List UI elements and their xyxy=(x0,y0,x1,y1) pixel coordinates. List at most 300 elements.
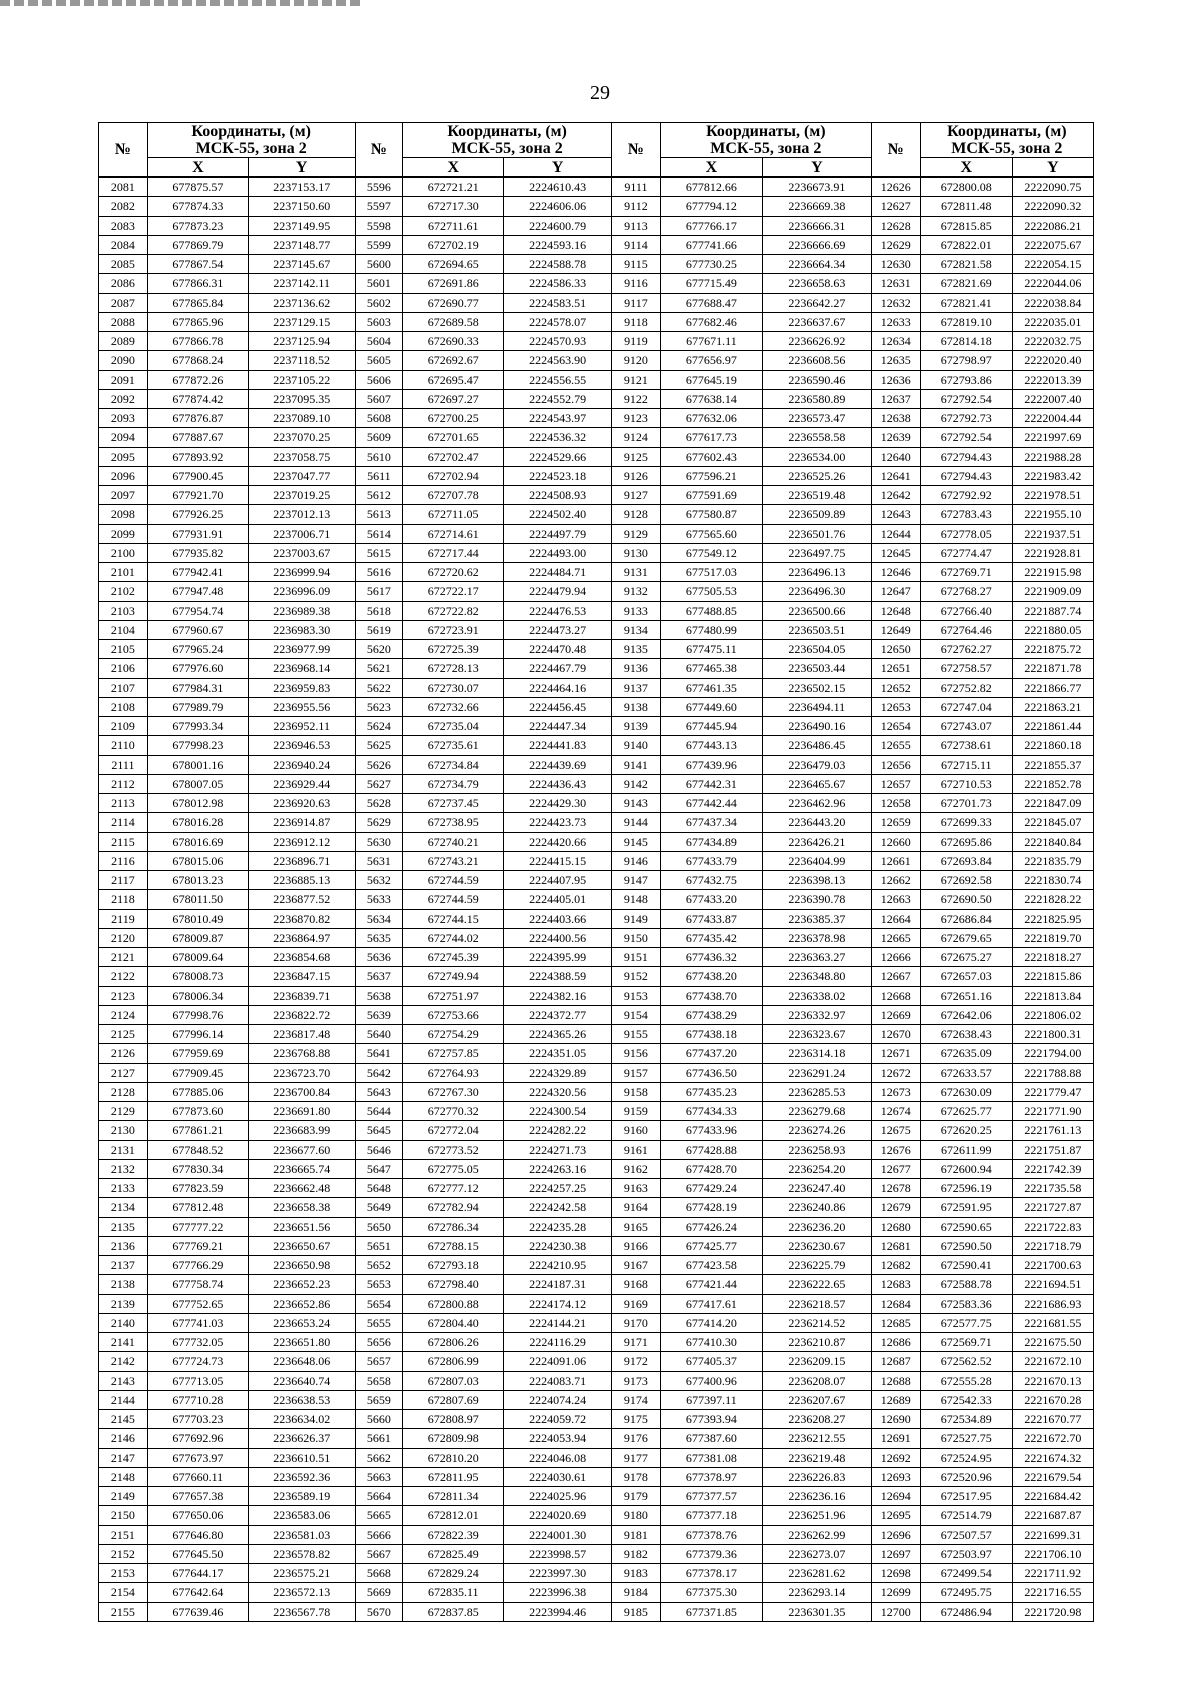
y-value-cell: 2224230.38 xyxy=(504,1236,612,1255)
y-value-cell: 2236501.76 xyxy=(763,524,872,543)
point-number-cell: 5652 xyxy=(355,1256,403,1275)
point-number-cell: 5664 xyxy=(355,1487,403,1506)
point-number-cell: 2153 xyxy=(99,1564,148,1583)
table-row xyxy=(99,1564,1094,1583)
x-value-cell: 677996.14 xyxy=(147,1025,248,1044)
x-value-cell: 677433.96 xyxy=(660,1121,762,1140)
y-value-cell: 2221830.74 xyxy=(1012,871,1093,890)
table-row xyxy=(99,774,1094,793)
table-row xyxy=(99,736,1094,755)
point-number-cell: 2109 xyxy=(99,717,148,736)
x-value-cell: 672717.44 xyxy=(403,543,504,562)
x-value-cell: 672625.77 xyxy=(920,1102,1012,1121)
table-row xyxy=(99,1236,1094,1255)
x-value-cell: 677432.75 xyxy=(660,871,762,890)
point-number-cell: 9164 xyxy=(612,1198,661,1217)
y-value-cell: 2236209.15 xyxy=(763,1352,872,1371)
y-value-cell: 2221788.88 xyxy=(1012,1063,1093,1082)
table-row xyxy=(99,1102,1094,1121)
x-value-cell: 677998.23 xyxy=(147,736,248,755)
x-value-cell: 672786.34 xyxy=(403,1217,504,1236)
point-number-cell: 2135 xyxy=(99,1217,148,1236)
point-number-cell: 2127 xyxy=(99,1063,148,1082)
x-value-cell: 672697.27 xyxy=(403,389,504,408)
point-number-cell: 2099 xyxy=(99,524,148,543)
y-value-cell: 2224502.40 xyxy=(504,505,612,524)
point-number-cell: 9111 xyxy=(612,177,661,197)
point-number-cell: 9141 xyxy=(612,755,661,774)
x-value-cell: 672810.20 xyxy=(403,1448,504,1467)
y-value-cell: 2221887.74 xyxy=(1012,601,1093,620)
point-number-cell: 5643 xyxy=(355,1082,403,1101)
point-number-cell: 5611 xyxy=(355,466,403,485)
x-value-cell: 677660.11 xyxy=(147,1467,248,1486)
y-value-cell: 2236503.51 xyxy=(763,620,872,639)
x-value-cell: 672520.96 xyxy=(920,1467,1012,1486)
table-row xyxy=(99,851,1094,870)
x-value-cell: 677602.43 xyxy=(660,447,762,466)
point-number-cell: 5601 xyxy=(355,274,403,293)
point-number-cell: 9146 xyxy=(612,851,661,870)
point-number-cell: 2117 xyxy=(99,871,148,890)
x-value-cell: 677428.70 xyxy=(660,1159,762,1178)
x-value-cell: 677591.69 xyxy=(660,486,762,505)
point-number-cell: 5616 xyxy=(355,563,403,582)
point-number-cell: 12688 xyxy=(871,1371,920,1390)
x-value-cell: 677874.42 xyxy=(147,389,248,408)
x-value-cell: 677741.03 xyxy=(147,1313,248,1332)
y-value-cell: 2221909.09 xyxy=(1012,582,1093,601)
x-value-cell: 672811.48 xyxy=(920,197,1012,216)
x-value-cell: 677437.34 xyxy=(660,813,762,832)
x-value-cell: 672689.58 xyxy=(403,312,504,331)
y-value-cell: 2236218.57 xyxy=(763,1294,872,1313)
y-value-cell: 2236634.02 xyxy=(248,1410,355,1429)
table-row xyxy=(99,928,1094,947)
y-value-cell: 2236534.00 xyxy=(763,447,872,466)
x-value-cell: 677438.20 xyxy=(660,967,762,986)
x-value-cell: 672807.69 xyxy=(403,1390,504,1409)
x-value-cell: 672758.57 xyxy=(920,659,1012,678)
point-number-cell: 12628 xyxy=(871,216,920,235)
y-value-cell: 2237145.67 xyxy=(248,255,355,274)
y-value-cell: 2221718.79 xyxy=(1012,1236,1093,1255)
x-value-cell: 677867.54 xyxy=(147,255,248,274)
x-value-cell: 672542.33 xyxy=(920,1390,1012,1409)
point-number-cell: 5606 xyxy=(355,370,403,389)
x-value-cell: 677433.20 xyxy=(660,890,762,909)
y-value-cell: 2237142.11 xyxy=(248,274,355,293)
y-value-cell: 2224536.32 xyxy=(504,428,612,447)
table-row xyxy=(99,389,1094,408)
x-value-cell: 672486.94 xyxy=(920,1602,1012,1621)
point-number-cell: 5621 xyxy=(355,659,403,678)
table-row xyxy=(99,1025,1094,1044)
x-value-cell: 677632.06 xyxy=(660,409,762,428)
x-value-cell: 672699.33 xyxy=(920,813,1012,832)
y-value-cell: 2236500.66 xyxy=(763,601,872,620)
x-value-cell: 672690.50 xyxy=(920,890,1012,909)
y-value-cell: 2236651.80 xyxy=(248,1333,355,1352)
x-value-cell: 672804.40 xyxy=(403,1313,504,1332)
x-value-cell: 677596.21 xyxy=(660,466,762,485)
point-number-cell: 9159 xyxy=(612,1102,661,1121)
y-value-cell: 2221847.09 xyxy=(1012,794,1093,813)
y-value-cell: 2236977.99 xyxy=(248,640,355,659)
y-value-cell: 2236509.89 xyxy=(763,505,872,524)
table-row xyxy=(99,332,1094,351)
point-number-cell: 12681 xyxy=(871,1236,920,1255)
x-value-cell: 677417.61 xyxy=(660,1294,762,1313)
y-value-cell: 2221988.28 xyxy=(1012,447,1093,466)
point-number-cell: 9134 xyxy=(612,620,661,639)
point-number-cell: 2129 xyxy=(99,1102,148,1121)
x-value-cell: 677866.78 xyxy=(147,332,248,351)
point-number-cell: 5632 xyxy=(355,871,403,890)
x-value-cell: 672737.45 xyxy=(403,794,504,813)
point-number-cell: 5646 xyxy=(355,1140,403,1159)
x-value-cell: 677861.21 xyxy=(147,1121,248,1140)
y-value-cell: 2236854.68 xyxy=(248,948,355,967)
y-value-cell: 2221983.42 xyxy=(1012,466,1093,485)
x-value-cell: 677438.29 xyxy=(660,1005,762,1024)
y-value-cell: 2224187.31 xyxy=(504,1275,612,1294)
y-value-cell: 2236390.78 xyxy=(763,890,872,909)
y-value-cell: 2224329.89 xyxy=(504,1063,612,1082)
point-number-cell: 2128 xyxy=(99,1082,148,1101)
table-row xyxy=(99,447,1094,466)
x-value-cell: 672747.04 xyxy=(920,697,1012,716)
point-number-cell: 12629 xyxy=(871,235,920,254)
point-number-cell: 9175 xyxy=(612,1410,661,1429)
point-number-cell: 9114 xyxy=(612,235,661,254)
point-number-cell: 12653 xyxy=(871,697,920,716)
x-value-cell: 677984.31 xyxy=(147,678,248,697)
x-value-cell: 672806.26 xyxy=(403,1333,504,1352)
x-value-cell: 672702.47 xyxy=(403,447,504,466)
x-value-cell: 672792.54 xyxy=(920,428,1012,447)
y-value-cell: 2222035.01 xyxy=(1012,312,1093,331)
point-number-cell: 5645 xyxy=(355,1121,403,1140)
x-value-cell: 677433.87 xyxy=(660,909,762,928)
x-value-cell: 677436.32 xyxy=(660,948,762,967)
x-value-cell: 678015.06 xyxy=(147,851,248,870)
table-row xyxy=(99,1390,1094,1409)
x-value-cell: 677426.24 xyxy=(660,1217,762,1236)
point-number-cell: 5604 xyxy=(355,332,403,351)
y-value-cell: 2237019.25 xyxy=(248,486,355,505)
y-value-cell: 2224578.07 xyxy=(504,312,612,331)
point-number-cell: 9176 xyxy=(612,1429,661,1448)
point-number-cell: 12695 xyxy=(871,1506,920,1525)
y-value-cell: 2221694.51 xyxy=(1012,1275,1093,1294)
table-row xyxy=(99,1179,1094,1198)
y-value-cell: 2224382.16 xyxy=(504,986,612,1005)
point-number-cell: 5636 xyxy=(355,948,403,967)
point-number-cell: 5669 xyxy=(355,1583,403,1602)
x-value-cell: 672766.40 xyxy=(920,601,1012,620)
y-header: Y xyxy=(763,158,872,178)
table-row xyxy=(99,1429,1094,1448)
table-row xyxy=(99,466,1094,485)
point-number-cell: 2119 xyxy=(99,909,148,928)
y-value-cell: 2236348.80 xyxy=(763,967,872,986)
y-value-cell: 2224091.06 xyxy=(504,1352,612,1371)
y-value-cell: 2221813.84 xyxy=(1012,986,1093,1005)
y-value-cell: 2224083.71 xyxy=(504,1371,612,1390)
point-number-cell: 9127 xyxy=(612,486,661,505)
point-number-cell: 5628 xyxy=(355,794,403,813)
y-value-cell: 2236651.56 xyxy=(248,1217,355,1236)
x-value-cell: 672800.08 xyxy=(920,177,1012,197)
y-value-cell: 2221686.93 xyxy=(1012,1294,1093,1313)
point-number-cell: 9155 xyxy=(612,1025,661,1044)
point-number-cell: 9167 xyxy=(612,1256,661,1275)
y-value-cell: 2236912.12 xyxy=(248,832,355,851)
x-value-cell: 672767.30 xyxy=(403,1082,504,1101)
y-value-cell: 2236642.27 xyxy=(763,293,872,312)
x-value-cell: 672630.09 xyxy=(920,1082,1012,1101)
x-value-cell: 677830.34 xyxy=(147,1159,248,1178)
point-number-cell: 9140 xyxy=(612,736,661,755)
point-number-cell: 12666 xyxy=(871,948,920,967)
x-value-cell: 672772.04 xyxy=(403,1121,504,1140)
x-value-cell: 677644.17 xyxy=(147,1564,248,1583)
y-value-cell: 2221815.86 xyxy=(1012,967,1093,986)
point-number-cell: 9122 xyxy=(612,389,661,408)
point-number-cell: 9144 xyxy=(612,813,661,832)
x-value-cell: 677517.03 xyxy=(660,563,762,582)
point-number-cell: 2110 xyxy=(99,736,148,755)
point-number-cell: 2125 xyxy=(99,1025,148,1044)
x-value-cell: 672686.84 xyxy=(920,909,1012,928)
coordinates-table xyxy=(98,122,1094,1622)
y-value-cell: 2236592.36 xyxy=(248,1467,355,1486)
point-number-cell: 12670 xyxy=(871,1025,920,1044)
x-value-cell: 672675.27 xyxy=(920,948,1012,967)
x-value-cell: 672794.43 xyxy=(920,466,1012,485)
x-value-cell: 677580.87 xyxy=(660,505,762,524)
y-value-cell: 2221674.32 xyxy=(1012,1448,1093,1467)
point-number-cell: 9163 xyxy=(612,1179,661,1198)
num-header: № xyxy=(99,123,148,178)
y-value-cell: 2236465.67 xyxy=(763,774,872,793)
y-value-cell: 2221727.87 xyxy=(1012,1198,1093,1217)
x-value-cell: 672591.95 xyxy=(920,1198,1012,1217)
table-row xyxy=(99,1159,1094,1178)
y-value-cell: 2221779.47 xyxy=(1012,1082,1093,1101)
y-value-cell: 2221670.28 xyxy=(1012,1390,1093,1409)
x-value-cell: 672738.95 xyxy=(403,813,504,832)
y-value-cell: 2224116.29 xyxy=(504,1333,612,1352)
x-value-cell: 677480.99 xyxy=(660,620,762,639)
point-number-cell: 2108 xyxy=(99,697,148,716)
x-value-cell: 672735.04 xyxy=(403,717,504,736)
point-number-cell: 9171 xyxy=(612,1333,661,1352)
y-value-cell: 2237006.71 xyxy=(248,524,355,543)
x-value-cell: 677435.23 xyxy=(660,1082,762,1101)
x-value-cell: 672764.93 xyxy=(403,1063,504,1082)
point-number-cell: 5613 xyxy=(355,505,403,524)
table-row xyxy=(99,1467,1094,1486)
y-value-cell: 2236496.30 xyxy=(763,582,872,601)
point-number-cell: 9150 xyxy=(612,928,661,947)
table-row xyxy=(99,1198,1094,1217)
table-row xyxy=(99,697,1094,716)
x-value-cell: 677400.96 xyxy=(660,1371,762,1390)
y-value-cell: 2236723.70 xyxy=(248,1063,355,1082)
y-value-cell: 2236210.87 xyxy=(763,1333,872,1352)
y-value-cell: 2224429.30 xyxy=(504,794,612,813)
point-number-cell: 12632 xyxy=(871,293,920,312)
point-number-cell: 9138 xyxy=(612,697,661,716)
y-value-cell: 2236608.56 xyxy=(763,351,872,370)
point-number-cell: 2088 xyxy=(99,312,148,331)
point-number-cell: 12667 xyxy=(871,967,920,986)
x-value-cell: 672812.01 xyxy=(403,1506,504,1525)
x-value-cell: 678010.49 xyxy=(147,909,248,928)
x-value-cell: 672590.65 xyxy=(920,1217,1012,1236)
y-value-cell: 2222075.67 xyxy=(1012,235,1093,254)
x-value-cell: 677921.70 xyxy=(147,486,248,505)
table-row xyxy=(99,563,1094,582)
point-number-cell: 2121 xyxy=(99,948,148,967)
y-value-cell: 2224144.21 xyxy=(504,1313,612,1332)
y-value-cell: 2237058.75 xyxy=(248,447,355,466)
y-value-cell: 2236817.48 xyxy=(248,1025,355,1044)
y-value-cell: 2222013.39 xyxy=(1012,370,1093,389)
y-value-cell: 2236999.94 xyxy=(248,563,355,582)
x-value-cell: 672503.97 xyxy=(920,1544,1012,1563)
y-value-cell: 2236426.21 xyxy=(763,832,872,851)
table-row xyxy=(99,428,1094,447)
x-value-cell: 677434.89 xyxy=(660,832,762,851)
x-value-cell: 677442.31 xyxy=(660,774,762,793)
y-value-cell: 2221845.07 xyxy=(1012,813,1093,832)
x-value-cell: 677405.37 xyxy=(660,1352,762,1371)
y-value-cell: 2224600.79 xyxy=(504,216,612,235)
y-value-cell: 2222004.44 xyxy=(1012,409,1093,428)
point-number-cell: 2111 xyxy=(99,755,148,774)
y-value-cell: 2221861.44 xyxy=(1012,717,1093,736)
point-number-cell: 5633 xyxy=(355,890,403,909)
x-value-cell: 677465.38 xyxy=(660,659,762,678)
y-value-cell: 2236669.38 xyxy=(763,197,872,216)
point-number-cell: 2083 xyxy=(99,216,148,235)
point-number-cell: 9182 xyxy=(612,1544,661,1563)
y-value-cell: 2224263.16 xyxy=(504,1159,612,1178)
x-value-cell: 677443.13 xyxy=(660,736,762,755)
point-number-cell: 12663 xyxy=(871,890,920,909)
point-number-cell: 12676 xyxy=(871,1140,920,1159)
x-value-cell: 672778.05 xyxy=(920,524,1012,543)
table-row xyxy=(99,755,1094,774)
point-number-cell: 12641 xyxy=(871,466,920,485)
x-value-cell: 677900.45 xyxy=(147,466,248,485)
point-number-cell: 9147 xyxy=(612,871,661,890)
point-number-cell: 2150 xyxy=(99,1506,148,1525)
y-value-cell: 2237148.77 xyxy=(248,235,355,254)
y-value-cell: 2237129.15 xyxy=(248,312,355,331)
y-value-cell: 2236864.97 xyxy=(248,928,355,947)
point-number-cell: 5656 xyxy=(355,1333,403,1352)
x-value-cell: 678011.50 xyxy=(147,890,248,909)
point-number-cell: 12658 xyxy=(871,794,920,813)
x-value-cell: 677730.25 xyxy=(660,255,762,274)
y-value-cell: 2224210.95 xyxy=(504,1256,612,1275)
table-row xyxy=(99,948,1094,967)
y-value-cell: 2221880.05 xyxy=(1012,620,1093,639)
point-number-cell: 5670 xyxy=(355,1602,403,1621)
y-value-cell: 2236673.91 xyxy=(763,177,872,197)
y-value-cell: 2224423.73 xyxy=(504,813,612,832)
point-number-cell: 5600 xyxy=(355,255,403,274)
point-number-cell: 2122 xyxy=(99,967,148,986)
x-value-cell: 672702.94 xyxy=(403,466,504,485)
y-value-cell: 2224583.51 xyxy=(504,293,612,312)
y-value-cell: 2236959.83 xyxy=(248,678,355,697)
x-value-cell: 677935.82 xyxy=(147,543,248,562)
x-value-cell: 672774.47 xyxy=(920,543,1012,562)
point-number-cell: 12684 xyxy=(871,1294,920,1313)
y-value-cell: 2221672.70 xyxy=(1012,1429,1093,1448)
point-number-cell: 9152 xyxy=(612,967,661,986)
x-value-cell: 677387.60 xyxy=(660,1429,762,1448)
y-value-cell: 2236996.09 xyxy=(248,582,355,601)
x-value-cell: 672722.82 xyxy=(403,601,504,620)
point-number-cell: 5620 xyxy=(355,640,403,659)
y-value-cell: 2236677.60 xyxy=(248,1140,355,1159)
table-row xyxy=(99,505,1094,524)
point-number-cell: 12642 xyxy=(871,486,920,505)
point-number-cell: 9181 xyxy=(612,1525,661,1544)
point-number-cell: 12696 xyxy=(871,1525,920,1544)
point-number-cell: 9156 xyxy=(612,1044,661,1063)
y-value-cell: 2236640.74 xyxy=(248,1371,355,1390)
x-value-cell: 672702.19 xyxy=(403,235,504,254)
y-value-cell: 2236567.78 xyxy=(248,1602,355,1621)
y-value-cell: 2236323.67 xyxy=(763,1025,872,1044)
x-value-cell: 677435.42 xyxy=(660,928,762,947)
x-value-cell: 677812.48 xyxy=(147,1198,248,1217)
point-number-cell: 5650 xyxy=(355,1217,403,1236)
x-value-cell: 677682.46 xyxy=(660,312,762,331)
point-number-cell: 5647 xyxy=(355,1159,403,1178)
y-value-cell: 2224407.95 xyxy=(504,871,612,890)
y-value-cell: 2221875.72 xyxy=(1012,640,1093,659)
y-value-cell: 2224588.78 xyxy=(504,255,612,274)
y-value-cell: 2236648.06 xyxy=(248,1352,355,1371)
table-row xyxy=(99,794,1094,813)
y-value-cell: 2221706.10 xyxy=(1012,1544,1093,1563)
y-value-cell: 2236653.24 xyxy=(248,1313,355,1332)
y-value-cell: 2236665.74 xyxy=(248,1159,355,1178)
point-number-cell: 5596 xyxy=(355,177,403,197)
x-value-cell: 677865.96 xyxy=(147,312,248,331)
point-number-cell: 5634 xyxy=(355,909,403,928)
x-value-cell: 677872.26 xyxy=(147,370,248,389)
table-row xyxy=(99,620,1094,639)
x-value-cell: 677437.20 xyxy=(660,1044,762,1063)
x-value-cell: 677438.18 xyxy=(660,1025,762,1044)
point-number-cell: 5624 xyxy=(355,717,403,736)
y-value-cell: 2237003.67 xyxy=(248,543,355,562)
y-value-cell: 2236626.92 xyxy=(763,332,872,351)
point-number-cell: 2154 xyxy=(99,1583,148,1602)
x-value-cell: 672711.05 xyxy=(403,505,504,524)
x-value-cell: 672611.99 xyxy=(920,1140,1012,1159)
point-number-cell: 2144 xyxy=(99,1390,148,1409)
